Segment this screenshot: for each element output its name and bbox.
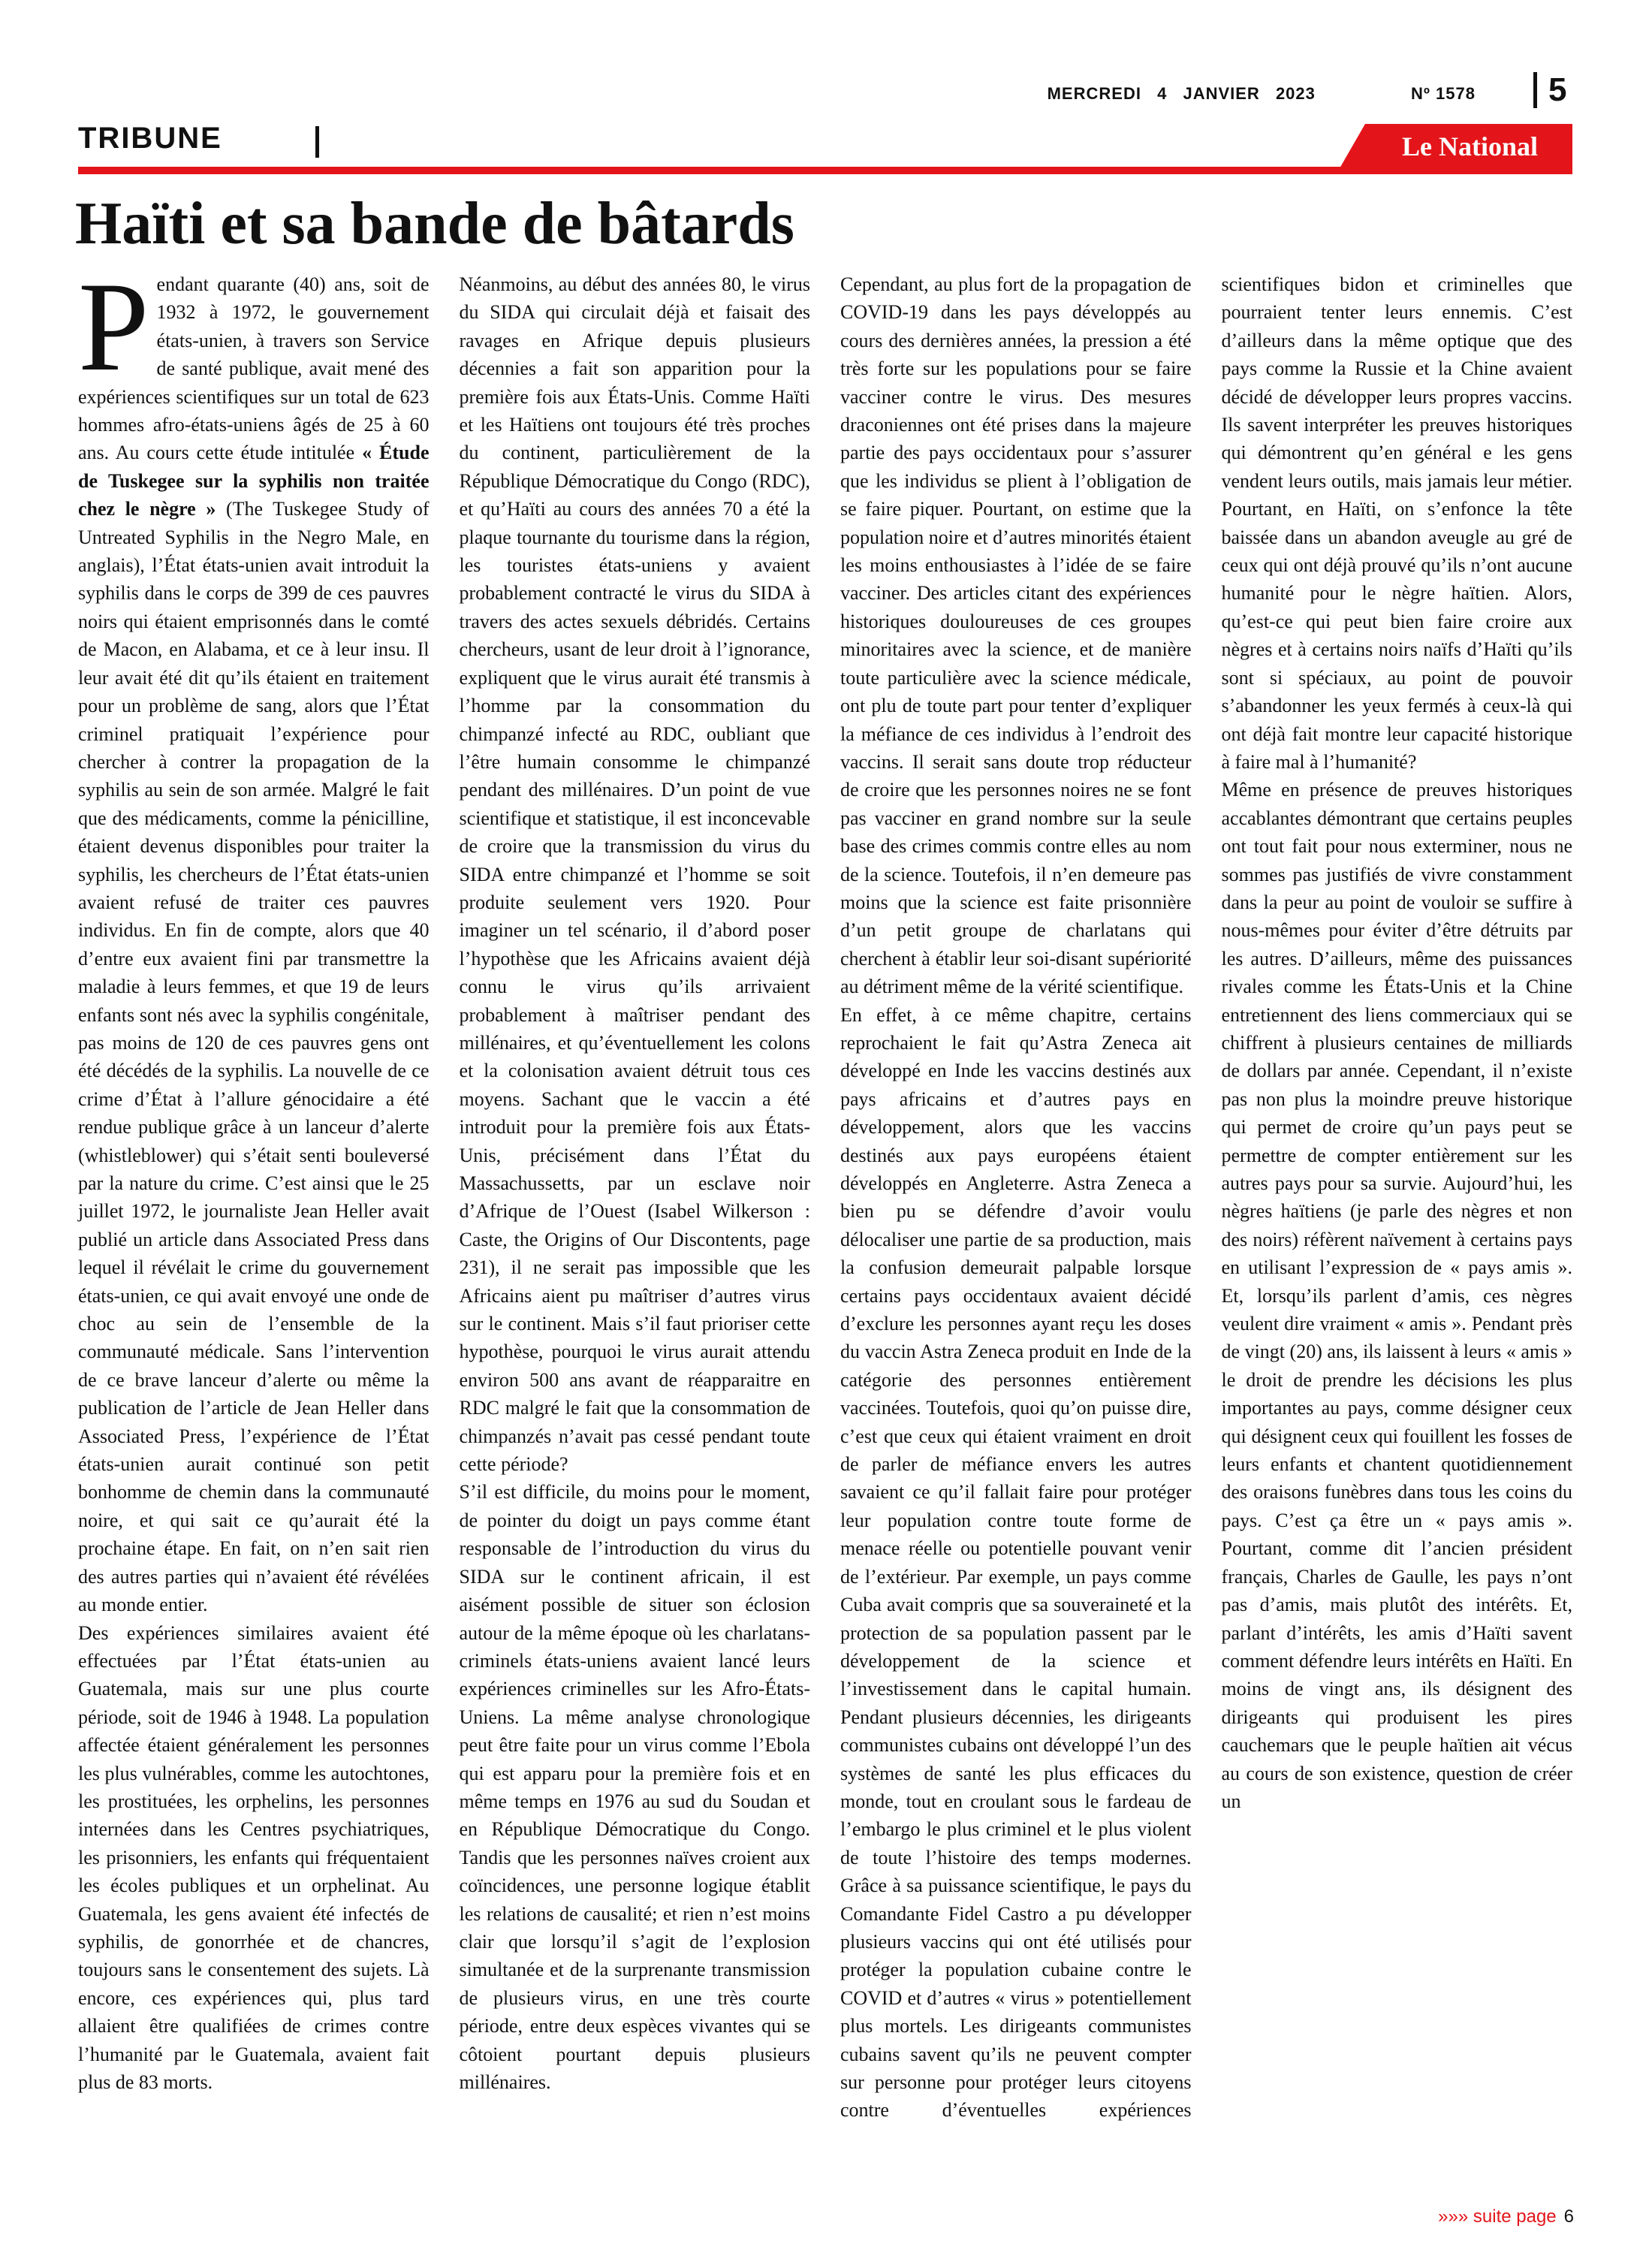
paragraph-text: (The Tuskegee Study of Untreated Syphilis in the Negro Male, en anglais), l’État états-unien avait introduit la syphilis dans le corps de 399 de ces pauvres noirs qui étaient emprisonnés dans le comté de Macon, en Alabama, et ce à leur insu. Il leur avait été dit qu’ils étaient en traitement pour un problème de sang, alors que l’État criminel pratiquait l’expérience pour chercher à contrer la propagation de la syphilis au sein de son armée. Malgré le fait que des médicaments, comme la pénicilline, étaient devenus disponibles pour traiter la syphilis, les chercheurs de l’État états-unien avaient refusé de traiter ces pauvres individus. En fin de compte, alors que 40 d’entre eux avaient fini par transmettre la maladie à leurs femmes, et que 19 de leurs enfants sont nés avec la syphilis congénitale, pas moins de 120 de ces pauvres gens ont été décédés de la syphilis. La nouvelle de ce crime d’État à l’allure génocidaire a été rendue publique grâce à un lanceur d’alerte (whistleblower) qui s’était senti bouleversé par la nature du crime. C’est ainsi que le 25 juillet 1972, le journaliste Jean Heller avait publié un article dans Associated Press dans lequel il révélait le crime du gouvernement états-unien, ce qui avait envoyé une onde de choc au sein de l’ensemble de la communauté médicale. Sans l’intervention de ce brave lanceur d’alerte ou même la publication de l’article de Jean Heller dans Associated Press, l’expérience de l’État états-unien aurait continué son petit bonhomme de chemin dans la communauté noire, et qui sait ce qu’aurait été la prochaine étape. En fait, on n’en sait rien des autres parties qui n’avaient été révélées au monde entier. <box>78 498 430 1616</box>
issue-number: Nº 1578 <box>1411 84 1476 103</box>
continued-page: 6 <box>1563 2206 1574 2227</box>
continued-label: »»» suite page <box>1438 2206 1557 2227</box>
section-label: TRIBUNE <box>78 122 222 155</box>
article-paragraph: En effet, à ce même chapitre, certains reprochaient le fait qu’Astra Zeneca ait développé en Inde les vaccins destinés aux pays africains et d’autres pays en développement, alors que les vaccins destinés aux pays européens étaient développés en Angleterre. Astra Zeneca a bien pu se défendre d’avoir voulu délocaliser une partie de sa production, mais la confusion demeurait palpable lorsque certains pays occidentaux avaient décidé d’exclure les personnes ayant reçu les doses du vaccin Astra Zeneca produit en Inde de la catégorie des personnes entièrement vaccinées. Toutefois, quoi qu’on puisse dire, c’est que ceux qui étaient vraiment en droit de parler de méfiance envers les autres savaient ce qu’il fallait faire pour protéger leur population contre toute forme de menace réelle ou potentielle pouvant venir de l’extérieur. Par exemple, un pays comme Cuba avait compris que sa souveraineté et la protection de sa population passent par le développement de la science et l’investissement dans le capital humain. Pendant plusieurs décennies, les dirigeants communistes cubains ont développé l’un des systèmes de santé les plus efficaces du monde, tout en croulant sous le fardeau de l’embargo le plus criminel et le plus violent de toute l’histoire des temps modernes. Grâce à sa puissance scientifique, le pays du Comandante Fidel Castro a pu développer plusieurs vaccins qui ont été utilisés pour protéger la population cubaine contre le COVID et d’autres « virus » potentiellement plus mortels. Les dirigeants communistes cubains savent qu’ils ne peuvent compter sur personne pour protéger leurs citoyens contre d’éventuelles expériences scientifiques bidon et criminelles que pourraient tenter leurs ennemis. C’est d’ailleurs dans la même optique que des pays comme la Russie et la Chine avaient décidé de développer leurs propres vaccins. Ils savent interpréter les preuves historiques qui démontrent qu’en général e les gens vendent leurs outils, mais jamais leur métier. Pourtant, en Haïti, on s’enfonce la tête baissée dans un abandon aveugle au gré de ceux qui ont déjà prouvé qu’ils n’ont aucune humanité pour le nègre haïtien. Alors, qu’est-ce qui peut bien faire croire aux nègres et à certains noirs naïfs d’Haïti qu’ils sont si spéciaux, au point de pouvoir s’abandonner les yeux fermés à ceux-là qui ont déjà fait montre leur capacité historique à faire mal à l’humanité? <box>840 273 1572 2122</box>
article-paragraph: Même en présence de preuves historiques accablantes démontrant que certains peuples ont tout fait pour nous exterminer, nous ne sommes pas justifiés de vivre constamment dans la peur au point de vouloir se suffire à nous-mêmes pour éviter d’être détruits par les autres. D’ailleurs, même des puissances rivales comme les États-Unis et la Chine entretiennent des liens commerciaux qui se chiffrent à plusieurs centaines de milliards de dollars par année. Cependant, il n’existe pas non plus la moindre preuve historique qui permet de croire qu’un pays peut se permettre de compter entièrement sur les autres pays pour sa survie. Aujourd’hui, les nègres haïtiens (je parle des nègres et non des noirs) réfèrent naïvement à certains pays en utilisant l’expression de « pays amis ». Et, lorsqu’ils parlent d’amis, ces nègres veulent dire vraiment « amis ». Pendant près de vingt (20) ans, ils laissent à leurs « amis » le droit de prendre les décisions les plus importantes au pays, comme désigner ceux qui désignent ceux qui fouillent les fosses de leurs enfants et chantent quotidiennement des oraisons funèbres dans tous les coins du pays. C’est ça être un « pays amis ». Pourtant, comme dit l’ancien président français, Charles de Gaulle, les pays n’ont pas d’amis, mais plutôt des intérêts. Et, parlant d’intérêts, les amis d’Haïti savent comment défendre leurs intérêts en Haïti. En moins de vingt ans, ils désignent des dirigeants qui produisent les pires cauchemars que le peuple haïtien ait vécus au cours de son existence, question de créer un <box>1221 779 1572 1812</box>
section-divider <box>315 126 319 158</box>
header-divider <box>1533 72 1537 108</box>
article-paragraph: Des expériences similaires avaient été effectuées par l’État états-unien au Guatemala, mais sur une plus courte période, soit de 1946 à 1948. La population affectée étaient généralement les personnes les plus vulnérables, comme les autochtones, les prostituées, les orphelins, les personnes internées dans les Centres psychiatriques, les prisonniers, les enfants qui fréquentaient les écoles publiques et un orphelinat. Au Guatemala, les gens avaient été infectés de syphilis, de gonorrhée et de chancres, toujours sans le consentement des sujets. Là encore, ces expériences qui, plus tard allaient être qualifiées de crimes contre l’humanité par le Guatemala, avaient fait plus de 83 morts. <box>78 1621 430 2093</box>
date-month: JANVIER <box>1183 84 1260 103</box>
article-paragraph <box>78 256 430 1619</box>
date-year: 2023 <box>1275 84 1316 103</box>
paragraph-text: endant quarante (40) ans, soit de 1932 à 1972, le gouvernement états-unien, à travers son Service de santé publique, avait mené des expériences scientifiques sur un total de 623 hommes afro-états-uniens âgés de 25 à 60 ans. Au cours cette étude intitulée <box>78 273 430 464</box>
article-paragraph: Néanmoins, au début des années 80, le virus du SIDA qui circulait déjà et faisait des ravages en Afrique depuis plusieurs décennies a fait son apparition pour la première fois aux États-Unis. Comme Haïti et les Haïtiens ont toujours été très proches du continent, particulièrement de la République Démocratique du Congo (RDC), et qu’Haïti au cours des années 70 a été la plaque tournante du tourisme dans la région, les touristes états-uniens y avaient probablement contracté le virus du SIDA à travers des actes sexuels débridés. Certains chercheurs, usant de leur droit à l’ignorance, expliquent que le virus aurait été transmis à l’homme par la consommation du chimpanzé infecté au RDC, oubliant que l’être humain consomme le chimpanzé pendant des millénaires. D’un point de vue scientifique et statistique, il est inconcevable de croire que la transmission du virus du SIDA entre chimpanzé et l’homme se soit produite seulement vers 1920. Pour imaginer un tel scénario, il d’abord poser l’hypothèse que les Africains avaient déjà connu le virus qu’ils arrivaient probablement à maîtriser pendant des millénaires, et qu’éventuellement les colons et la colonisation avaient détruit tous ces moyens. Sachant que le vaccin a été introduit pour la première fois aux États-Unis, précisément dans l’État du Massachussetts, par un esclave noir d’Afrique de l’Ouest (Isabel Wilkerson : Caste, the Origins of Our Discontents, page 231), il ne serait pas impossible que les Africains aient pu maîtriser d’autres virus sur le continent. Mais s’il faut prioriser cette hypothèse, pourquoi le virus aurait attendu environ 500 ans avant de réapparaitre en RDC malgré le fait que la consommation de chimpanzés n’avait pas cessé pendant toute cette période? <box>459 273 810 1476</box>
article-paragraph: S’il est difficile, du moins pour le moment, de pointer du doigt un pays comme étant responsable de l’introduction du virus du SIDA sur le continent africain, il est aisément possible de situer son éclosion autour de la même époque où les charlatans-criminels états-uniens avaient lancé leurs expériences criminelles sur les Afro-États-Uniens. La même analyse chronologique peut être faite pour un virus comme l’Ebola qui est apparu pour la première fois et en même temps en 1976 au sud du Soudan et en République Démocratique du Congo. Tandis que les personnes naïves croient aux coïncidences, une personne logique établit les relations de causalité; et rien n’est moins clair que lorsqu’il s’agit de l’explosion simultanée et de la surprenante transmission de plusieurs virus, en une très courte période, entre deux espèces vivantes qui se côtoient pourtant depuis plusieurs millénaires. <box>459 1481 810 2093</box>
drop-cap: P <box>78 256 149 397</box>
article-title: Haïti et sa bande de bâtards <box>75 191 794 257</box>
article-paragraph: Cependant, au plus fort de la propagation de COVID-19 dans les pays développés au cours des dernières années, la pression a été très forte sur les populations pour se faire vacciner contre le virus. Des mesures draconiennes ont été prises dans la majeure partie des pays occidentaux pour s’assurer que les individus se plient à l’obligation de se faire piquer. Pourtant, on estime que la population noire et d’autres minorités étaient les moins enthousiastes à l’idée de se faire vacciner. Des articles citant des expériences historiques douloureuses de ces groupes minoritaires avec la science, et de manière toute particulière avec la science médicale, ont plu de toute part pour tenter d’expliquer la méfiance de ces individus à l’endroit des vaccins. Il serait sans doute trop réducteur de croire que les personnes noires ne se font pas vacciner en grand nombre sur la seule base des crimes commis contre elles au nom de la science. Toutefois, il n’en demeure pas moins que la science est faite prisonnière d’un petit groupe de charlatans qui cherchent à établir leur soi-disant supériorité au détriment même de la vérité scientifique. <box>840 273 1192 998</box>
study-title: « Étude de Tuskegee sur la syphilis non traitée chez le nègre » <box>78 442 430 520</box>
page-number: 5 <box>1548 71 1567 108</box>
issue-info <box>1037 84 1476 104</box>
date-number: 4 <box>1157 84 1168 103</box>
date-day: MERCREDI <box>1047 84 1141 103</box>
article-body <box>78 256 1572 2133</box>
continued-link[interactable] <box>1438 2206 1574 2227</box>
brand-name: Le National <box>1401 131 1538 161</box>
